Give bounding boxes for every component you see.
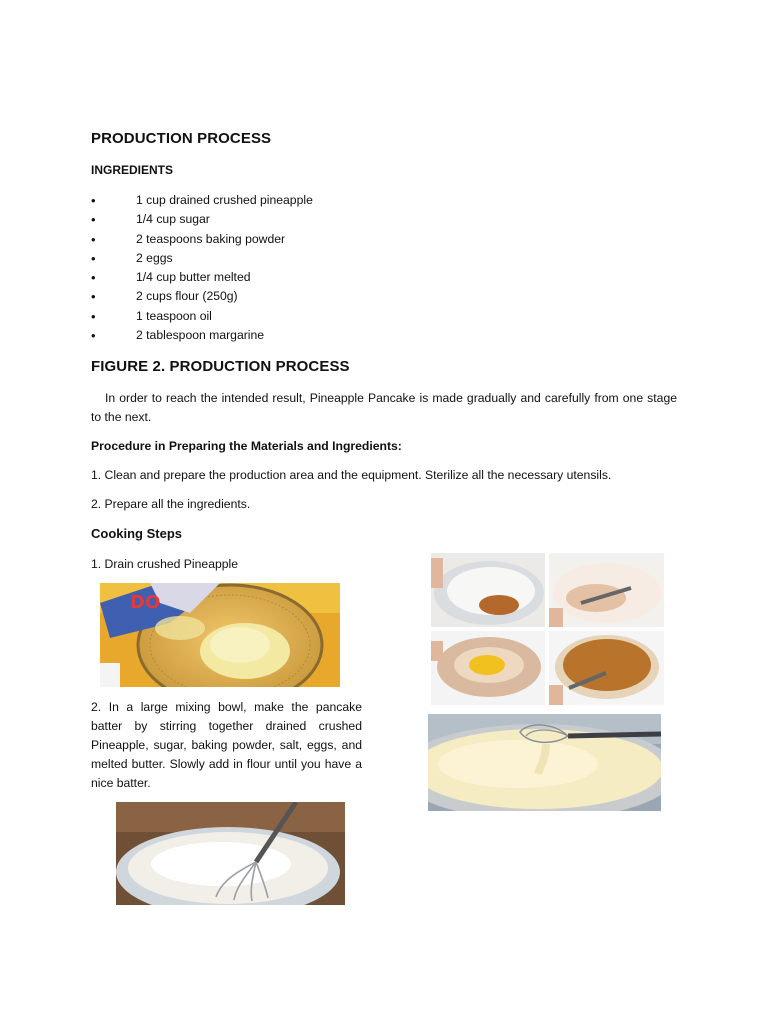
page-title: PRODUCTION PROCESS [91,130,272,147]
ingredients-list [91,191,491,345]
ingredients-heading: INGREDIENTS [91,163,174,177]
figure-heading: FIGURE 2. PRODUCTION PROCESS [91,358,350,375]
photo-whisk-batter [428,714,661,811]
ingredient-item: • 2 teaspoons baking powder [91,230,491,249]
ingredient-item: • 1 cup drained crushed pineapple [91,191,491,210]
procedure-step: 2. Prepare all the ingredients. [91,497,251,511]
ingredient-item: • 1/4 cup butter melted [91,268,491,287]
photo-grid-mixing-steps [431,553,664,705]
ingredient-item: • 2 cups flour (250g) [91,287,491,306]
ingredient-item: • 2 eggs [91,249,491,268]
svg-text:DO: DO [130,592,161,613]
cooking-step: 2. In a large mixing bowl, make the pancake batter by stirring together drained crushed Pineapple, sugar, baking powder, salt, eggs, and melted butter. Slowly add in flour until you have a nice batter. [91,700,362,790]
cooking-heading: Cooking Steps [91,526,183,541]
procedure-heading: Procedure in Preparing the Materials and Ingredients: [91,439,402,453]
ingredient-item: • 2 tablespoon margarine [91,326,491,345]
cooking-step: 1. Drain crushed Pineapple [91,557,239,571]
ingredient-item: • 1/4 cup sugar [91,210,491,229]
procedure-step: 1. Clean and prepare the production area and the equipment. Sterilize all the necessary utensils. [91,468,612,482]
intro-paragraph: In order to reach the intended result, Pineapple Pancake is made gradually and carefully from one stage to the next. [91,391,677,424]
photo-draining-pineapple [100,583,340,687]
ingredient-item: • 1 teaspoon oil [91,307,491,326]
photo-whisk-in-flour [116,802,345,905]
